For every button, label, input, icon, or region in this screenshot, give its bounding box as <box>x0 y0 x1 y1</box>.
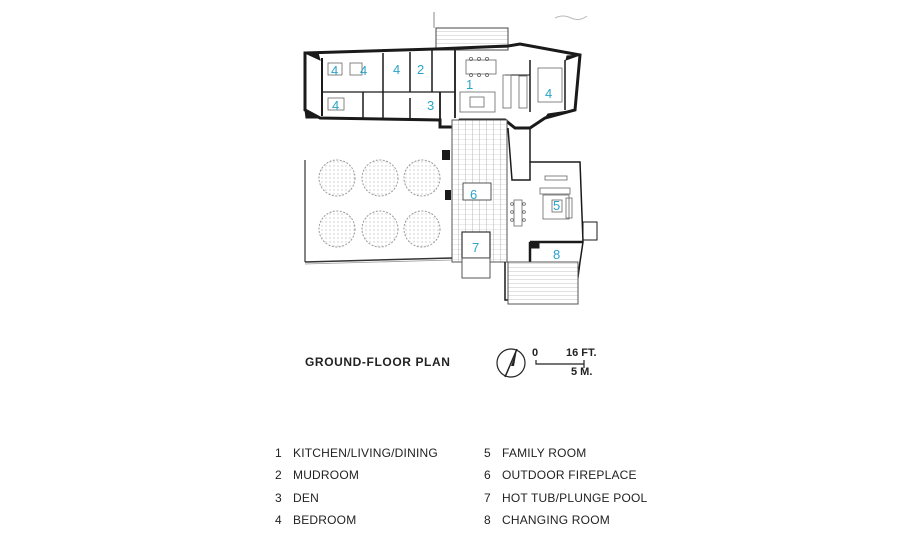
room-marker: 4 <box>360 63 368 78</box>
legend-number: 5 <box>484 446 491 460</box>
legend-label: DEN <box>293 491 319 505</box>
room-marker: 4 <box>393 62 401 77</box>
legend-number: 3 <box>275 491 282 505</box>
legend-number: 4 <box>275 513 282 527</box>
legend-label: MUDROOM <box>293 468 360 482</box>
scale-feet-label: 16 FT. <box>566 347 597 359</box>
legend-item <box>484 446 586 460</box>
legend-item <box>275 446 438 460</box>
legend-label: BEDROOM <box>293 513 357 527</box>
room-marker: 5 <box>553 198 561 213</box>
north-arrow-icon <box>497 349 525 377</box>
legend-number: 6 <box>484 468 491 482</box>
room-marker: 4 <box>331 63 339 78</box>
legend-item <box>484 491 647 505</box>
room-marker: 4 <box>332 98 340 113</box>
room-marker: 2 <box>417 62 425 77</box>
room-marker: 1 <box>466 77 474 92</box>
legend-label: KITCHEN/LIVING/DINING <box>293 446 438 460</box>
room-marker: 7 <box>472 240 480 255</box>
room-marker: 4 <box>545 86 553 101</box>
room-marker: 8 <box>553 247 561 262</box>
house-walls <box>305 44 580 128</box>
lower-deck <box>508 262 578 304</box>
legend-item <box>275 468 359 482</box>
legend-number: 1 <box>275 446 282 460</box>
legend-label: HOT TUB/PLUNGE POOL <box>502 491 648 505</box>
legend-label: OUTDOOR FIREPLACE <box>502 468 637 482</box>
legend-number: 8 <box>484 513 491 527</box>
legend-item <box>484 468 637 482</box>
orchard-trees <box>319 160 440 247</box>
room-marker: 6 <box>470 187 478 202</box>
legend-item <box>275 491 319 505</box>
legend-item <box>484 513 610 527</box>
terrace-table <box>511 200 526 226</box>
legend-label: FAMILY ROOM <box>502 446 587 460</box>
legend-item <box>275 513 356 527</box>
scale-meters-label: 5 M. <box>571 366 593 378</box>
legend-label: CHANGING ROOM <box>502 513 610 527</box>
legend-number: 2 <box>275 468 282 482</box>
scale-zero-label: 0 <box>532 347 539 359</box>
room-marker: 3 <box>427 98 435 113</box>
legend-number: 7 <box>484 491 491 505</box>
plan-title: GROUND-FLOOR PLAN <box>305 355 451 369</box>
